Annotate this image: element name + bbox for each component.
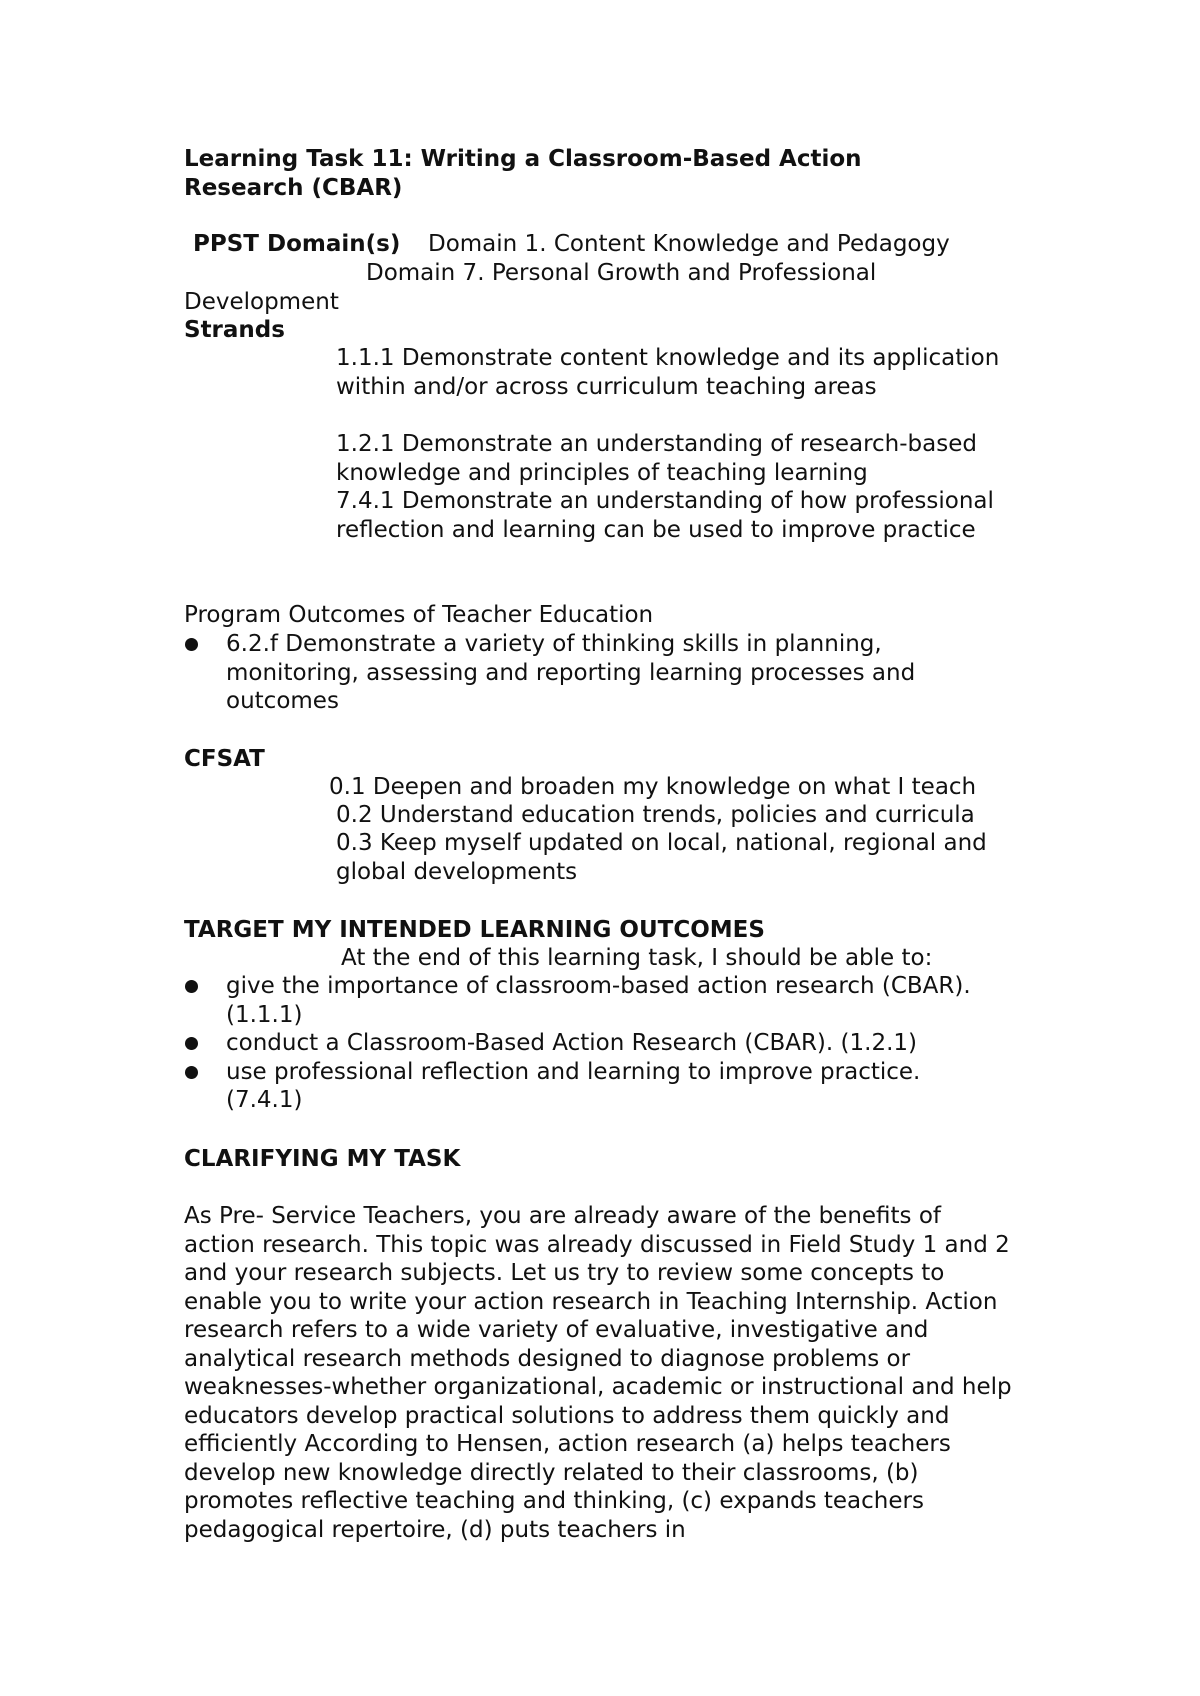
- clarifying-heading: CLARIFYING MY TASK: [184, 1146, 461, 1172]
- strand-item: 1.1.1 Demonstrate content knowledge and its application within and/or across curriculum teaching areas: [336, 345, 1000, 400]
- bullet-icon: [185, 1066, 198, 1079]
- ppst-domain-7: Domain 7. Personal Growth and Professional: [366, 260, 877, 286]
- program-outcomes-label: Program Outcomes of Teacher Education: [184, 602, 654, 628]
- strand-item: 1.2.1 Demonstrate an understanding of research-based knowledge and principles of teaching learning: [336, 431, 977, 486]
- list-item: 6.2.f Demonstrate a variety of thinking skills in planning, monitoring, assessing and reporting learning processes and outcomes: [184, 630, 1044, 716]
- cfsat-item: 0.3 Keep myself updated on local, national, regional and global developments: [336, 830, 987, 885]
- ppst-label: PPST Domain(s): [193, 231, 401, 257]
- list-item: use professional reflection and learning to improve practice. (7.4.1): [184, 1058, 1044, 1115]
- target-list: [184, 972, 1044, 1115]
- strands-label: Strands: [184, 317, 285, 343]
- bullet-icon: [185, 980, 198, 993]
- bullet-icon: [185, 638, 198, 651]
- target-heading: TARGET MY INTENDED LEARNING OUTCOMES: [184, 917, 765, 943]
- cfsat-item: 0.1 Deepen and broaden my knowledge on what I teach: [329, 774, 977, 800]
- page-title: Learning Task 11: Writing a Classroom-Based Action Research (CBAR): [184, 146, 862, 201]
- cfsat-item: 0.2 Understand education trends, policies and curricula: [336, 802, 975, 828]
- list-item: conduct a Classroom-Based Action Research (CBAR). (1.2.1): [184, 1029, 1044, 1058]
- clarifying-paragraph: As Pre- Service Teachers, you are already aware of the benefits of action research. This topic was already discussed in Field Study 1 and 2 and your research subjects. Let us try to review some concepts to enable you to write your action research in Teaching Internship. Action research refers to a wide variety of evaluative, investigative and analytical research methods designed to diagnose problems or weaknesses-whether organizational, academic or instructional and help educators develop practical solutions to address them quickly and efficiently According to Hensen, action research (a) helps teachers develop new knowledge directly related to their classrooms, (b) promotes reflective teaching and thinking, (c) expands teachers pedagogical repertoire, (d) puts teachers in: [184, 1203, 1012, 1543]
- list-item: give the importance of classroom-based action research (CBAR). (1.1.1): [184, 972, 1044, 1029]
- strand-item: 7.4.1 Demonstrate an understanding of how professional reflection and learning can be used to improve practice: [336, 488, 994, 543]
- cfsat-label: CFSAT: [184, 746, 265, 772]
- target-intro: At the end of this learning task, I should be able to:: [341, 945, 933, 971]
- ppst-domain-1: Domain 1. Content Knowledge and Pedagogy: [428, 231, 950, 257]
- bullet-icon: [185, 1037, 198, 1050]
- program-outcomes-list: [184, 630, 1044, 716]
- ppst-domain-7-cont: Development: [184, 289, 339, 315]
